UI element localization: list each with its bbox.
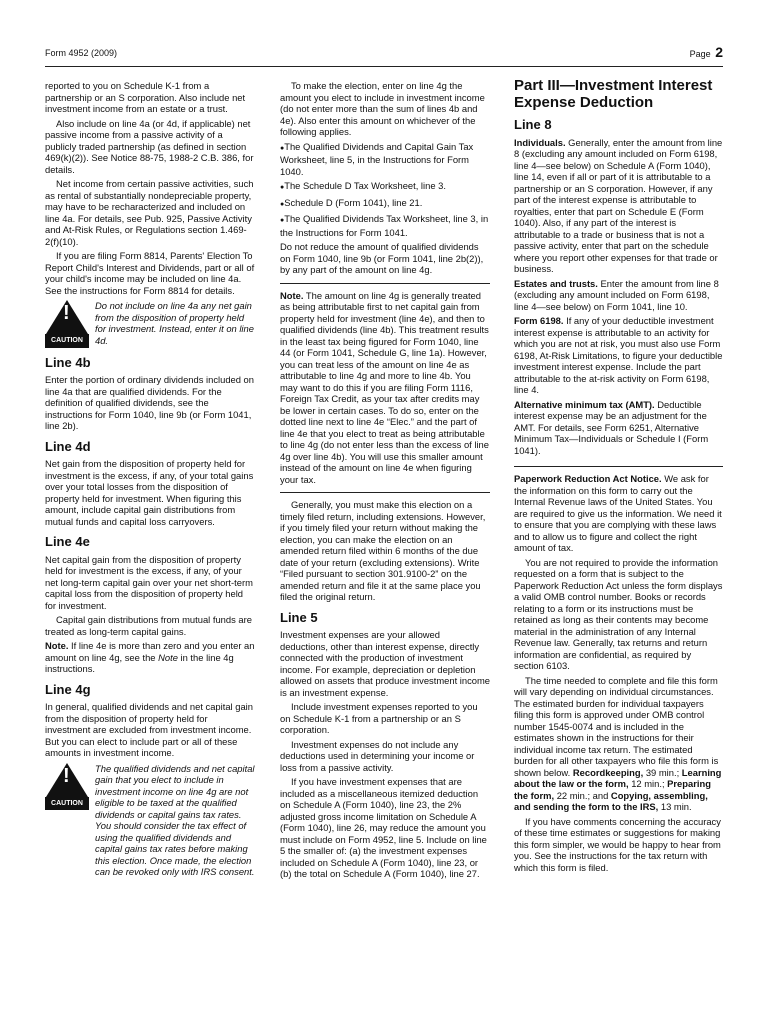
text: 22 min.; and: [554, 789, 611, 801]
paragraph: Enter the portion of ordinary dividends included on line 4a that are qualified dividends. For the definition of qualified dividends, see the instructions for Form 1040, line 9b (or Form 1041, line 2b).: [45, 374, 254, 431]
paragraph: Also include on line 4a (or 4d, if applicable) net passive income from a passive activity of a publicly traded partnership (as defined in section 469(k)(2)). See Notice 88-75, 1988-2 C.B. 386, for details.: [45, 117, 254, 175]
label: Estates and trusts.: [514, 277, 598, 289]
note-paragraph: [280, 290, 490, 486]
caution-label: CAUTION: [45, 334, 89, 348]
caution-icon: ! CAUTION: [45, 763, 89, 878]
divider: [514, 466, 723, 467]
paragraph: If you have comments concerning the accuracy of these time estimates or suggestions for making this form simpler, we would be happy to hear from you. See the instructions for the tax return with which this form is filed.: [514, 815, 721, 873]
note-ref: Note: [158, 651, 178, 663]
column-2: [280, 80, 490, 883]
form-id: Form 4952 (2009): [45, 48, 118, 58]
heading-line-8: Line 8: [514, 117, 552, 132]
heading-line-4g: Line 4g: [45, 681, 91, 697]
paragraph: To make the election, enter on line 4g the amount you elect to include in investment income (do not enter more than the sum of lines 4b and 4e). Also enter this amount on whichever of the following applies.: [280, 80, 485, 137]
text: in the line 4g instructions.: [45, 651, 234, 674]
label: Learning about the law or the form,: [514, 766, 722, 789]
paragraph: In general, qualified dividends and net capital gain from the disposition of property held for investment are excluded from investment income. But you can elect to include part or all of these amounts in investment income.: [45, 701, 253, 758]
paragraph: [514, 315, 723, 396]
heading-line-5: Line 5: [280, 609, 318, 625]
text: The amount on line 4g is generally treated as being attributable first to net capital gain from property held for investment (line 4e), and then to qualified dividends (line 4b). This treatment results in the least tax being figured for Form 1040, line 44 (or Form 1041, Schedule G, line 1a). However, you can treat less of the amount on line 4e as attributable to line 4g and more to line 4b. You may want to do this if you are filing Form 1116, Foreign Tax Credit, as your tax after credits may be lower in certain cases. To do so, enter on the dotted line next to line 4e “Elec.” and the part of line 4e that you elect to treat as being attributable to line 4g (do not enter less than the excess of line 4g over line 4b). You will use this smaller amount instead of the amount on line 4e when figuring your tax.: [280, 289, 489, 485]
paragraph: [514, 399, 723, 457]
paragraph: [514, 473, 723, 554]
note-paragraph: [45, 640, 255, 675]
heading-line-4e: Line 4e: [45, 534, 90, 549]
label: Copying, assembling, and sending the form to the IRS,: [514, 789, 708, 812]
page-num: 2: [715, 44, 723, 60]
page-number: [690, 44, 723, 60]
caution-icon: ! CAUTION: [45, 300, 89, 348]
text: If any of your deductible investment interest expense is attributable to an activity for which you are not at risk, you must also use Form 6198, At-Risk Limitations, to figure your deductible investment interest expense. Include the part attributable to the at-risk activity on Form 6198, line 4.: [514, 315, 723, 395]
label: Preparing the form,: [514, 778, 711, 801]
bullet-item: ● The Schedule D Tax Worksheet, line 3.: [280, 180, 490, 194]
paragraph: If you have investment expenses that are included as a miscellaneous itemized deduction on Schedule A (Form 1040), line 23, the 2% adjusted gross income limitation on Schedule A (Form 1040), line 26, may reduce the amount you must include on Form 4952, line 5. Include on line 5 the smaller of: (a) the investment expenses included on Schedule A (Form 1040), line 23, or (b) the total on Schedule A (Form 1040), line 27.: [280, 776, 487, 879]
label: Paperwork Reduction Act Notice.: [514, 473, 662, 484]
column-1: [45, 80, 255, 884]
text: Deductible interest expense may be an adjustment for the AMT. For details, see Form 6251, Alternative Minimum Tax—Individuals or Schedule I (Form 1041).: [514, 398, 709, 456]
heading-line-4d: Line 4d: [45, 438, 91, 454]
paragraph: Net income from certain passive activities, such as rental of substantially nondepreciable property, may have to be recharacterized and included on line 4a. For details, see Pub. 925, Passive Activity and At-Risk Rules, or Regulations section 1.469-2(f)(10).: [45, 178, 254, 247]
caution-label: CAUTION: [45, 797, 89, 811]
column-3: [514, 77, 723, 876]
label: Individuals.: [514, 136, 566, 148]
heading-line-4b: Line 4b: [45, 354, 91, 370]
label: Alternative minimum tax (AMT).: [514, 398, 655, 410]
paragraph: [514, 675, 723, 813]
divider: [280, 283, 490, 284]
divider: [280, 492, 490, 493]
bullet-item: ● Schedule D (Form 1041), line 21.: [280, 197, 490, 211]
text: Enter the amount from line 8 (excluding any amount included on Form 6198, line 4—see below) on Form 1041, line 10.: [514, 277, 719, 312]
caution-block: [45, 300, 255, 348]
paragraph: [514, 278, 723, 313]
label: Recordkeeping,: [572, 766, 644, 778]
paragraph: You are not required to provide the information requested on a form that is subject to the Paperwork Reduction Act unless the form displays a valid OMB control number. Books or records relating to a form or its instructions must be retained as long as their contents may become material in the administration of any Internal Revenue law. Generally, tax returns and return information are confidential, as required by section 6103.: [514, 556, 723, 671]
paragraph: Investment expenses are your allowed deductions, other than interest expense, directly connected with the production of investment income. For example, depreciation or depletion allowed on assets that produce investment income is an investment expense.: [280, 629, 491, 698]
paragraph: If you are filing Form 8814, Parents' Election To Report Child's Interest and Dividends, part or all of your child's income may be included on line 4a. See the instructions for Form 8814 for details.: [45, 250, 255, 296]
paragraph: Do not reduce the amount of qualified dividends on Form 1040, line 9b (or Form 1041, line 2b(2)), by any part of the amount on line 4g.: [280, 241, 484, 275]
text: 13 min.: [658, 801, 692, 812]
caution-text: The qualified dividends and net capital gain that you elect to include in investment income on line 4g are not eligible to be taxed at the qualified dividends or capital gains tax rates. You should consider the tax effect of using the qualified dividends and capital gains tax rates before making this election. Once made, the election can be revoked only with IRS consent.: [95, 762, 255, 877]
text: 12 min.;: [628, 778, 668, 789]
paragraph: Net capital gain from the disposition of property held for investment is the excess, if any, of your net long-term capital gain over your net short-term capital loss from the disposition of property held for investment.: [45, 553, 253, 611]
text: If line 4e is more than zero and you enter an amount on line 4g, see the: [45, 640, 255, 663]
text: The time needed to complete and file this form will vary depending on individual circumstances. The estimated burden for individual taxpayers filing this form is approved under OMB control number 1545-0074 and is included in the estimates shown in the instructions for their individual income tax return. The estimated burden for all other taxpayers who file this form is shown below.: [514, 674, 719, 778]
part-title: Part III—Investment Interest Expense Deduction: [514, 77, 713, 111]
note-label: Note.: [45, 640, 69, 651]
paragraph: reported to you on Schedule K-1 from a partnership or an S corporation. Also include net investment income from an estate or a trust.: [45, 80, 246, 114]
paragraph: [514, 137, 723, 275]
paragraph: Include investment expenses reported to you on Schedule K-1 from a partnership or an S corporation.: [280, 701, 478, 735]
header-rule: [45, 66, 723, 67]
text: We ask for the information on this form to carry out the Internal Revenue laws of the United States. You are required to give us the information. We need it to ensure that you are complying with these laws and to allow us to figure and collect the right amount of tax.: [514, 473, 722, 553]
caution-block: [45, 763, 255, 878]
page-header: [45, 44, 723, 64]
bullet-item: ● The Qualified Dividends and Capital Gain Tax Worksheet, line 5, in the Instructions for Form 1040.: [280, 141, 490, 178]
note-label: Note.: [280, 289, 304, 301]
caution-text: Do not include on line 4a any net gain from the disposition of property held for investment. Instead, enter it on line 4d.: [95, 300, 254, 346]
bullet-item: ● The Qualified Dividends Tax Worksheet, line 3, in the Instructions for Form 1041.: [280, 213, 490, 238]
paragraph: Capital gain distributions from mutual funds are treated as long-term capital gains.: [45, 614, 252, 637]
paragraph: Investment expenses do not include any deductions used in determining your income or loss from a passive activity.: [280, 738, 475, 773]
text: 39 min.;: [643, 766, 682, 778]
page-label: Page: [689, 49, 711, 59]
paragraph: Generally, you must make this election on a timely filed return, including extensions. However, if you timely filed your return without making the election, you can make the election on an amended return filed within 6 months of the due date of your return (excluding extensions). Write “Filed pursuant to section 301.9100-2” on the amended return and file it at the same place you filed the original return.: [280, 499, 486, 602]
label: Form 6198.: [514, 315, 564, 326]
text: Generally, enter the amount from line 8 (excluding any amount included on Form 6198, line 4—see below) on Schedule A (Form 1040), line 14, even if all or part of it is attributable to a partnership or an S corporation. However, if any part of the interest expense is attributable to royalties, enter that part on Schedule E (Form 1040). Also, if any part of the interest is attributable to a trade or business that is not a passive activity, enter that part on the schedule where you report other expenses for that trade or business.: [514, 136, 723, 274]
paragraph: Net gain from the disposition of property held for investment is the excess, if any, of your total gains over your total losses from the disposition of property held for investment. When figuring this amount, include capital gain distributions from mutual funds and capital loss carryovers.: [45, 458, 254, 527]
